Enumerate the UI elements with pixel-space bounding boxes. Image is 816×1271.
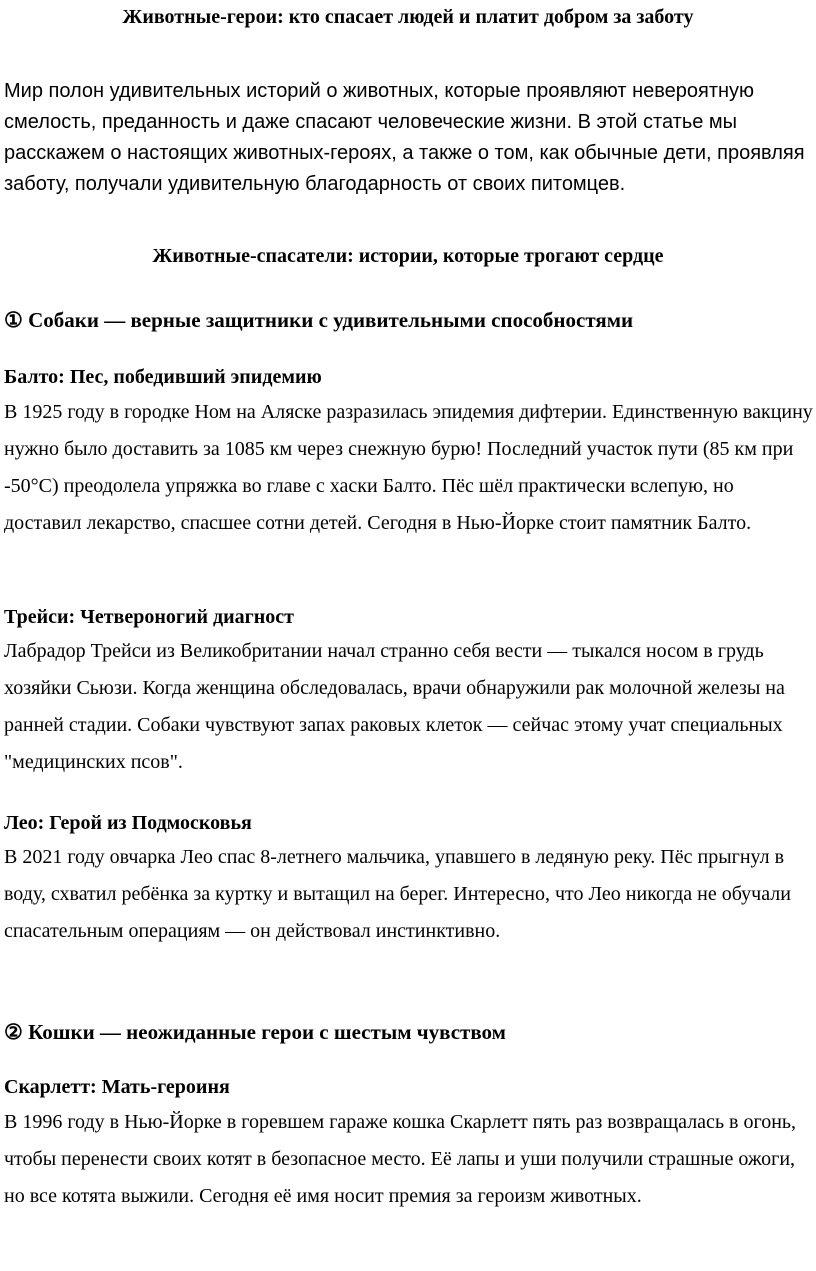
story-title-tracey: Трейси: Четвероногий диагност: [4, 606, 294, 628]
category-heading-dogs: ① Собаки — верные защитники с удивительными способностями: [4, 308, 634, 332]
document-title: Животные-герои: кто спасает людей и платит добром за заботу: [122, 6, 694, 28]
story-title-balto: Балто: Пес, победивший эпидемию: [4, 366, 322, 388]
story-title-leo: Лео: Герой из Подмосковья: [4, 812, 252, 834]
category-heading-cats: ② Кошки — неожиданные герои с шестым чувством: [4, 1020, 506, 1044]
story-text-leo: В 2021 году овчарка Лео спас 8-летнего мальчика, упавшего в ледяную реку. Пёс прыгнул в воду, схватил ребёнка за куртку и вытащил на берег. Интересно, что Лео никогда не обучали спасательным операциям — он действовал инстинктивно.: [4, 846, 791, 942]
story-title-scarlett: Скарлетт: Мать-героиня: [4, 1076, 230, 1098]
story-text-balto: В 1925 году в городке Ном на Аляске разразилась эпидемия дифтерии. Единственную вакцину нужно было доставить за 1085 км через снежную бурю! Последний участок пути (85 км при -50°C) преодолела упряжка во главе с хаски Балто. Пёс шёл практически вслепую, но доставил лекарство, спасшее сотни детей. Сегодня в Нью-Йорке стоит памятник Балто.: [4, 401, 813, 534]
story-text-scarlett: В 1996 году в Нью-Йорке в горевшем гараже кошка Скарлетт пять раз возвращалась в огонь, чтобы перенести своих котят в безопасное место. Её лапы и уши получили страшные ожоги, но все котята выжили. Сегодня её имя носит премия за героизм животных.: [4, 1111, 797, 1207]
section-heading: Животные-спасатели: истории, которые трогают сердце: [152, 245, 664, 267]
story-text-tracey: Лабрадор Трейси из Великобритании начал странно себя вести — тыкался носом в грудь хозяйки Сьюзи. Когда женщина обследовалась, врачи обнаружили рак молочной железы на ранней стадии. Собаки чувствуют запах раковых клеток — сейчас этому учат специальных "медицинских псов".: [4, 640, 785, 773]
intro-paragraph: Мир полон удивительных историй о животных, которые проявляют невероятную смелость, преданность и даже спасают человеческие жизни. В этой статье мы расскажем о настоящих животных-героях, а также о том, как обычные дети, проявляя заботу, получали удивительную благодарность от своих питомцев.: [4, 80, 805, 195]
